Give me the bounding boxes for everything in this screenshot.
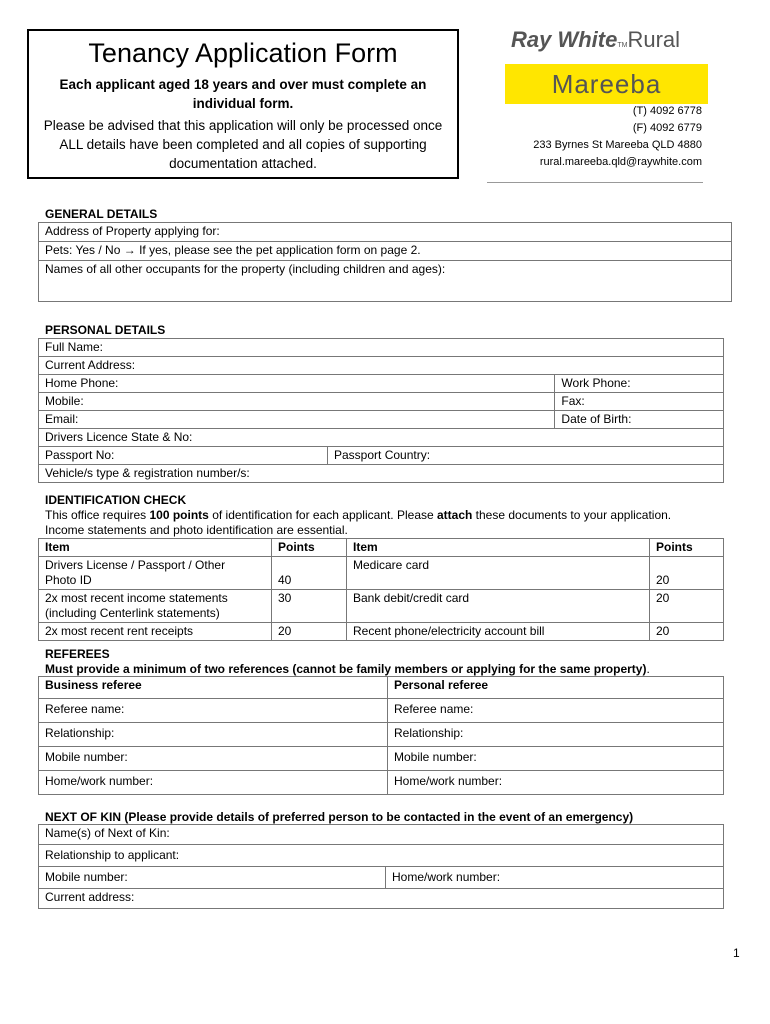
business-referee-heading: Business referee	[39, 677, 388, 699]
personal-home-field[interactable]: Home/work number:	[388, 771, 724, 795]
contact-fax: (F) 4092 6779	[632, 122, 702, 134]
kin-relationship-field[interactable]: Relationship to applicant:	[39, 845, 724, 867]
property-field[interactable]: Address of Property applying for:	[39, 223, 732, 242]
id-points: 20	[650, 590, 724, 623]
id-points: 30	[272, 590, 347, 623]
personal-relationship-field[interactable]: Relationship:	[388, 723, 724, 747]
logo-suffix: Rural	[627, 27, 681, 52]
referees-table	[38, 676, 724, 795]
subtitle-plain: Please be advised that this application will only be processed once ALL details have been completed and all copies of supporting documentation attached.	[43, 118, 443, 171]
kin-mobile-field[interactable]: Mobile number:	[39, 867, 386, 889]
dob-field[interactable]: Date of Birth:	[555, 411, 724, 429]
kin-table	[38, 824, 724, 909]
personal-name-field[interactable]: Referee name:	[388, 699, 724, 723]
contact-phone: (T) 4092 6778	[632, 105, 702, 117]
business-name-field[interactable]: Referee name:	[39, 699, 388, 723]
ray-white-logo	[505, 26, 710, 104]
logo-brand: Ray White	[511, 27, 618, 52]
kin-address-field[interactable]: Current address:	[39, 889, 724, 909]
kin-home-field[interactable]: Home/work number:	[386, 867, 724, 889]
identification-intro-2: Income statements and photo identification are essential.	[45, 523, 348, 537]
id-header-points-right: Points	[650, 539, 724, 557]
id-points: 20	[272, 623, 347, 641]
passport-no-field[interactable]: Passport No:	[39, 447, 328, 465]
vehicle-field[interactable]: Vehicle/s type & registration number/s:	[39, 465, 724, 483]
pets-label: Pets: Yes / No	[45, 243, 121, 257]
arrow-icon: →	[123, 243, 136, 257]
page-number: 1	[733, 946, 740, 960]
id-header-item-right: Item	[347, 539, 650, 557]
referees-title: REFEREES	[45, 647, 110, 661]
home-phone-field[interactable]: Home Phone:	[39, 375, 555, 393]
referees-note: Must provide a minimum of two references (cannot be family members or applying for the same property).	[45, 662, 650, 676]
divider	[487, 182, 703, 183]
kin-title: NEXT OF KIN (Please provide details of preferred person to be contacted in the event of an emergency)	[45, 810, 634, 824]
page-title: Tenancy Application Form	[88, 38, 398, 68]
contact-email: rural.mareeba.qld@raywhite.com	[539, 156, 702, 168]
fax-field[interactable]: Fax:	[555, 393, 724, 411]
personal-referee-heading: Personal referee	[388, 677, 724, 699]
id-item: Recent phone/electricity account bill	[347, 623, 650, 641]
id-item: Bank debit/credit card	[347, 590, 650, 623]
business-mobile-field[interactable]: Mobile number:	[39, 747, 388, 771]
title-box	[27, 29, 459, 179]
business-relationship-field[interactable]: Relationship:	[39, 723, 388, 747]
work-phone-field[interactable]: Work Phone:	[555, 375, 724, 393]
full-name-field[interactable]: Full Name:	[39, 339, 724, 357]
mobile-field[interactable]: Mobile:	[39, 393, 555, 411]
personal-title: PERSONAL DETAILS	[45, 323, 166, 337]
identification-title: IDENTIFICATION CHECK	[45, 493, 187, 507]
licence-field[interactable]: Drivers Licence State & No:	[39, 429, 724, 447]
contact-block	[505, 103, 702, 171]
occupants-field[interactable]: Names of all other occupants for the property (including children and ages):	[39, 261, 732, 302]
pets-field[interactable]	[39, 242, 732, 261]
general-table	[38, 222, 732, 302]
id-item: Medicare card	[347, 557, 650, 590]
current-address-field[interactable]: Current Address:	[39, 357, 724, 375]
business-home-field[interactable]: Home/work number:	[39, 771, 388, 795]
identification-intro: This office requires 100 points of identification for each applicant. Please attach these documents to your application.	[45, 508, 672, 522]
id-header-points-left: Points	[272, 539, 347, 557]
passport-country-field[interactable]: Passport Country:	[328, 447, 724, 465]
contact-address: 233 Byrnes St Mareeba QLD 4880	[533, 139, 702, 151]
id-points: 20	[650, 623, 724, 641]
general-title: GENERAL DETAILS	[45, 207, 158, 221]
id-item: 2x most recent rent receipts	[39, 623, 272, 641]
id-points: 20	[650, 557, 724, 590]
pets-note: If yes, please see the pet application form on page 2.	[139, 243, 421, 257]
id-item: Drivers License / Passport / Other Photo ID	[39, 557, 272, 590]
email-field[interactable]: Email:	[39, 411, 555, 429]
identification-table	[38, 538, 724, 641]
id-header-item-left: Item	[39, 539, 272, 557]
kin-names-field[interactable]: Name(s) of Next of Kin:	[39, 825, 724, 845]
personal-mobile-field[interactable]: Mobile number:	[388, 747, 724, 771]
subtitle-bold: Each applicant aged 18 years and over must complete an individual form.	[59, 77, 427, 111]
logo-office: Mareeba	[505, 64, 708, 104]
logo-tm: TM	[617, 42, 628, 49]
id-item: 2x most recent income statements (including Centerlink statements)	[39, 590, 272, 623]
id-points: 40	[272, 557, 347, 590]
personal-table	[38, 338, 724, 483]
